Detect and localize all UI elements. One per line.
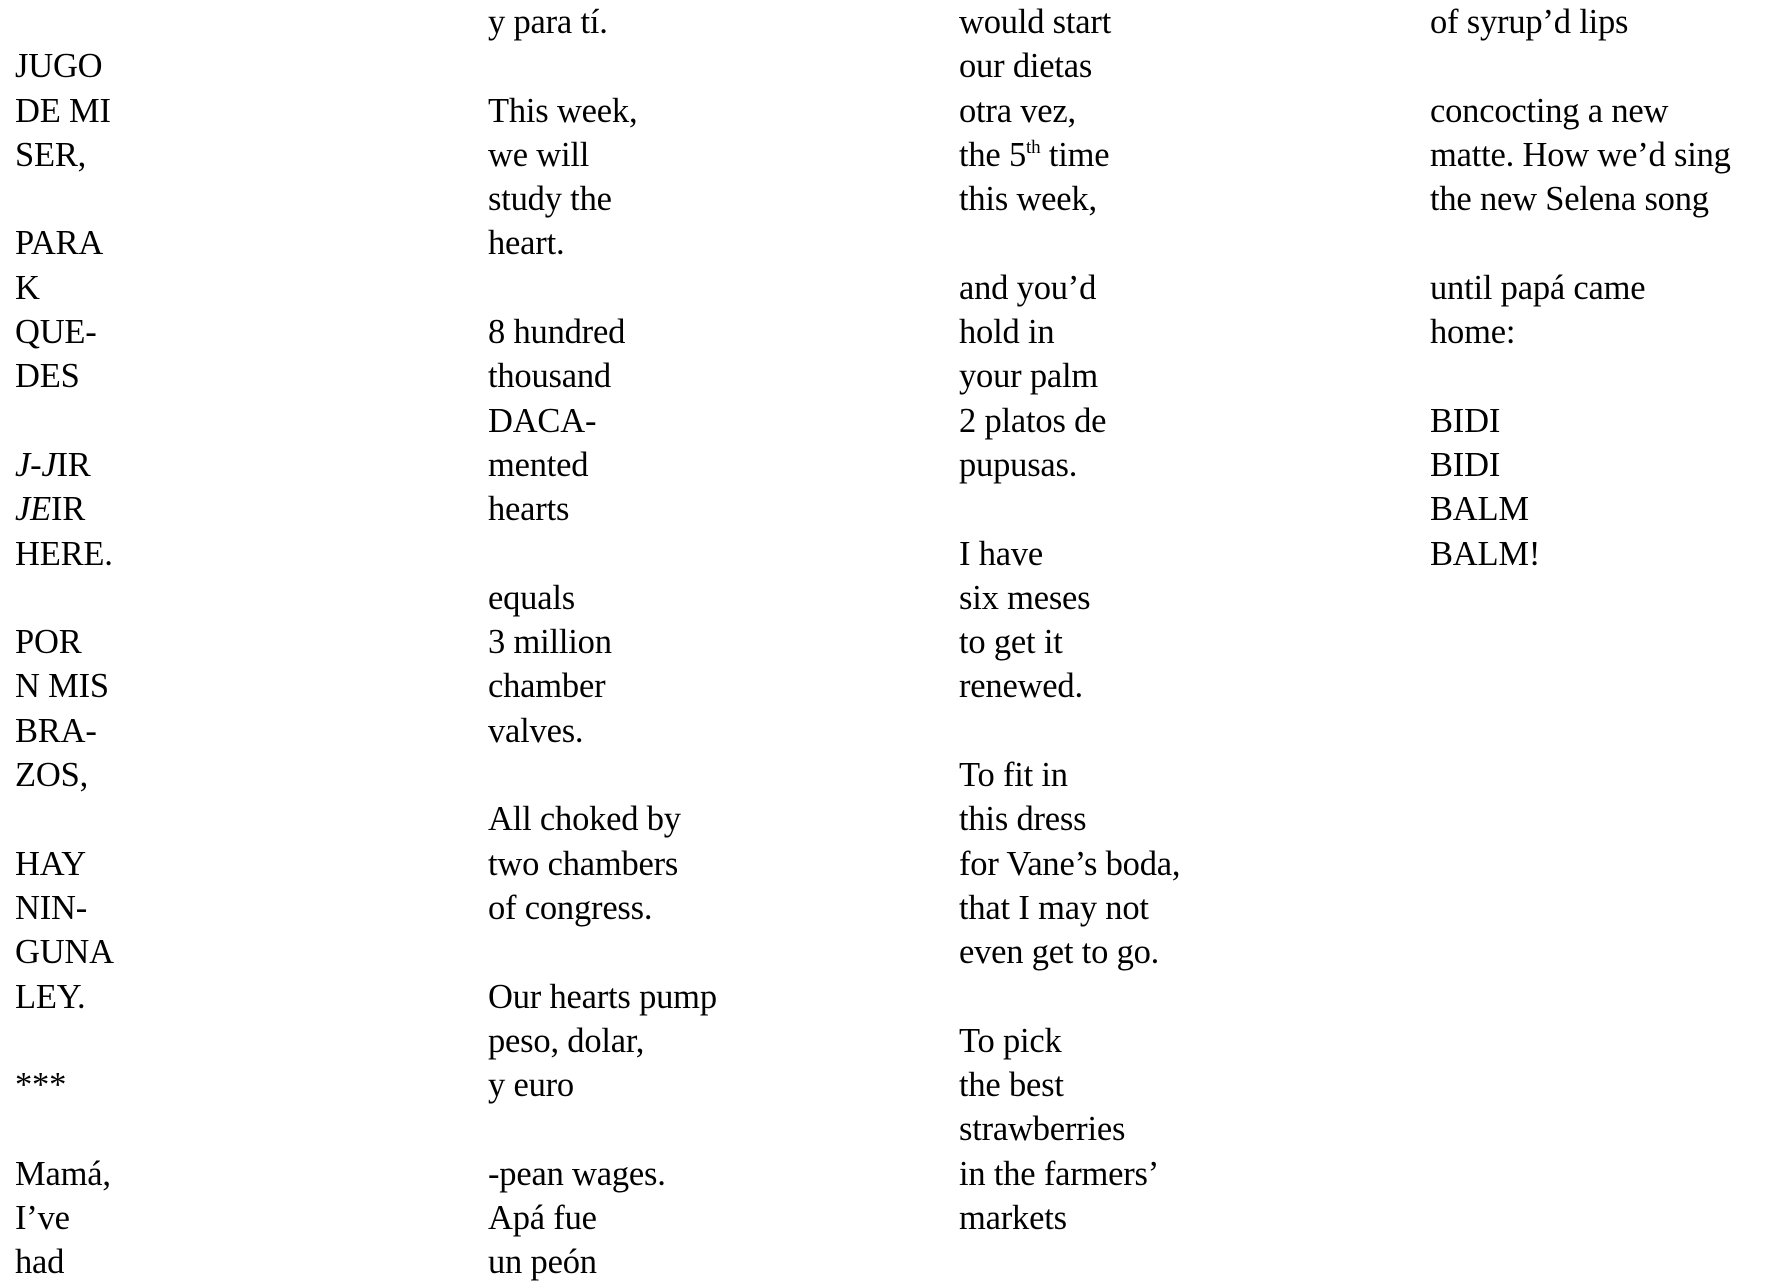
poem-line: until papá came (1430, 268, 1646, 307)
poem-line: hold in (959, 313, 1055, 352)
poem-line: DACA- (488, 401, 597, 440)
poem-column-1 (15, 0, 114, 1285)
poem-line: in the farmers’ (959, 1154, 1160, 1193)
poem-line: concocting a new (1430, 91, 1669, 130)
stanza-break (959, 487, 1180, 531)
poem-line: BIDI (1430, 401, 1501, 440)
poem-line: *** (15, 1066, 67, 1105)
poem-line: that I may not (959, 888, 1149, 927)
stanza-break (1430, 221, 1731, 265)
poem-line: I have (959, 534, 1044, 573)
stanza-break (959, 709, 1180, 753)
poem-line: Mamá, (15, 1154, 111, 1193)
stanza-break (15, 1107, 114, 1151)
poem-line: the new Selena song (1430, 180, 1709, 219)
stanza-break (488, 44, 717, 88)
poem-line: of congress. (488, 888, 653, 927)
poem-line: markets (959, 1199, 1067, 1238)
poem-line: HAY (15, 844, 86, 883)
stanza-break (488, 753, 717, 797)
poem-line: equals (488, 578, 575, 617)
poem-line: otra vez, (959, 91, 1076, 130)
poem-column-3 (959, 0, 1180, 1240)
poem-line: y euro (488, 1066, 574, 1105)
poem-line: K (15, 268, 40, 307)
poem-line: to get it (959, 623, 1063, 662)
poem-line: we will (488, 135, 590, 174)
stanza-break (1430, 44, 1731, 88)
poem-line: Apá fue (488, 1199, 597, 1238)
poem-line: hearts (488, 490, 570, 529)
stanza-break (15, 797, 114, 841)
poem-line: DE MI (15, 91, 111, 130)
poem-line: had (15, 1243, 65, 1282)
poem-line: ZOS, (15, 756, 89, 795)
poem-line: home: (1430, 313, 1516, 352)
stanza-break (959, 975, 1180, 1019)
poem-line: This week, (488, 91, 638, 130)
stanza-break (488, 266, 717, 310)
poem-line: pupusas. (959, 445, 1078, 484)
poem-line: valves. (488, 711, 584, 750)
poem-line: strawberries (959, 1110, 1126, 1149)
poem-line: I’ve (15, 1199, 70, 1238)
stanza-break (15, 177, 114, 221)
poem-line: chamber (488, 667, 606, 706)
poem-line: for Vane’s boda, (959, 844, 1181, 883)
poem-line: your palm (959, 357, 1099, 396)
poem-line: our dietas (959, 47, 1093, 86)
stanza-break (15, 399, 114, 443)
poem-line: Our hearts pump (488, 977, 717, 1016)
poem-line: LEY. (15, 977, 86, 1016)
stanza-break (488, 532, 717, 576)
poem-line: the best (959, 1066, 1064, 1105)
poem-line: JEIR (15, 490, 86, 529)
stanza-break (1430, 354, 1731, 398)
poem-line: 8 hundred (488, 313, 626, 352)
poem-line: matte. How we’d sing (1430, 135, 1731, 174)
poem-line: and you’d (959, 268, 1097, 307)
poem-line: renewed. (959, 667, 1083, 706)
poem-line: J-JIR (15, 445, 91, 484)
poem-line: QUE- (15, 313, 97, 352)
poem-line: DES (15, 357, 80, 396)
poem-line: NIN- (15, 888, 88, 927)
stanza-break (15, 0, 114, 44)
poem-line: To fit in (959, 756, 1068, 795)
poem-column-2 (488, 0, 717, 1285)
poem-line: POR (15, 623, 82, 662)
poem-line: peso, dolar, (488, 1021, 645, 1060)
poem-line: -pean wages. (488, 1154, 666, 1193)
stanza-break (15, 1019, 114, 1063)
poem-line: of syrup’d lips (1430, 3, 1629, 41)
poem-line: 3 million (488, 623, 612, 662)
poem-line: SER, (15, 135, 87, 174)
poem-column-4 (1430, 0, 1731, 576)
poem-line: un peón (488, 1243, 597, 1282)
poem-line: thousand (488, 357, 611, 396)
stanza-break (488, 1107, 717, 1151)
poem-line: two chambers (488, 844, 679, 883)
poem-line: study the (488, 180, 612, 219)
poem-line: y para tí. (488, 3, 608, 41)
poem-line: BALM! (1430, 534, 1541, 573)
poem-line: this dress (959, 800, 1087, 839)
poem-line: heart. (488, 224, 565, 263)
poem-line: HERE. (15, 534, 113, 573)
poem-line: BRA- (15, 711, 97, 750)
poem-line: would start (959, 3, 1112, 41)
poem-line: All choked by (488, 800, 681, 839)
poem-line: To pick (959, 1021, 1062, 1060)
poem-line: N MIS (15, 667, 109, 706)
poem-line: this week, (959, 180, 1097, 219)
poem-line: BALM (1430, 490, 1529, 529)
poem-line: six meses (959, 578, 1091, 617)
stanza-break (488, 930, 717, 974)
poem-line: JUGO (15, 47, 103, 86)
poem-line: GUNA (15, 933, 114, 972)
poem-line: the 5th time (959, 135, 1110, 174)
stanza-break (959, 221, 1180, 265)
poem-line: even get to go. (959, 933, 1160, 972)
poem-line: mented (488, 445, 589, 484)
poem-line: BIDI (1430, 445, 1501, 484)
poem-line: 2 platos de (959, 401, 1107, 440)
stanza-break (15, 576, 114, 620)
poem-line: PARA (15, 224, 104, 263)
